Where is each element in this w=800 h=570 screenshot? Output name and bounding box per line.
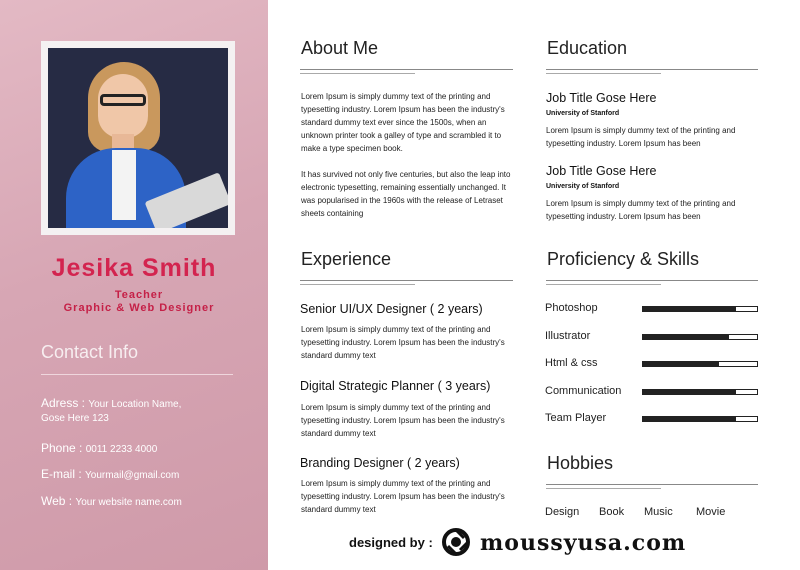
contact-title: Contact Info bbox=[41, 342, 139, 362]
experience-title: Experience bbox=[301, 249, 392, 269]
address-value-line2: Gose Here 123 bbox=[41, 413, 109, 424]
about-title: About Me bbox=[301, 38, 379, 58]
address-label: Adress : bbox=[41, 396, 86, 410]
profile-name: Jesika Smith bbox=[51, 254, 217, 282]
experience-rule bbox=[300, 280, 513, 281]
skills-rule-short bbox=[546, 284, 661, 285]
skill-bar bbox=[642, 306, 758, 312]
skill-bar bbox=[642, 416, 758, 422]
web-label: Web : bbox=[41, 494, 73, 508]
hobbies-rule bbox=[546, 484, 758, 485]
hobbies-title: Hobbies bbox=[547, 453, 614, 473]
about-paragraph-1: Lorem Ipsum is simply dummy text of the printing and typesetting industry. Lorem Ipsum has been the industry's standard dummy text ever since the 1500s, when an unknown printer took a galley of type and scrambled it to make a type specimen book. bbox=[301, 92, 505, 153]
address-value: Your Location Name, bbox=[88, 399, 182, 410]
education-rule-short bbox=[546, 73, 661, 74]
contact-phone bbox=[41, 441, 157, 455]
about-paragraph-2: It has survived not only five centuries, but also the leap into electronic typesetting, remaining essentially unchanged. It was popularised in the 1960s with the release of Letraset sheets containing bbox=[301, 170, 511, 218]
skill-bar-fill bbox=[643, 307, 736, 311]
skill-label: Illustrator bbox=[545, 330, 591, 342]
skill-bar-fill bbox=[643, 362, 719, 366]
brand-name[interactable]: moussyusa.com bbox=[480, 530, 687, 556]
education-title: Education bbox=[547, 38, 628, 58]
email-value: Yourmail@gmail.com bbox=[85, 470, 180, 481]
about-rule-short bbox=[300, 73, 415, 74]
skill-label: Team Player bbox=[545, 412, 607, 424]
skills-rule bbox=[546, 280, 758, 281]
about-rule bbox=[300, 69, 513, 70]
education-item-title: Job Title Gose Here bbox=[546, 164, 657, 178]
contact-address bbox=[41, 396, 181, 424]
skill-bar bbox=[642, 361, 758, 367]
skill-bar bbox=[642, 389, 758, 395]
skill-label: Communication bbox=[545, 385, 622, 397]
profile-photo bbox=[48, 48, 228, 228]
experience-rule-short bbox=[300, 284, 415, 285]
education-item-desc: Lorem Ipsum is simply dummy text of the printing and typesetting industry. Lorem Ipsum has been bbox=[546, 199, 736, 221]
camera-shutter-icon bbox=[442, 528, 470, 556]
education-item-school: University of Stanford bbox=[546, 110, 620, 117]
hobby-item: Design bbox=[545, 506, 580, 518]
phone-value: 0011 2233 4000 bbox=[85, 444, 158, 455]
education-item-title: Job Title Gose Here bbox=[546, 91, 657, 105]
skill-label: Photoshop bbox=[545, 302, 598, 314]
designed-by-label: designed by : bbox=[349, 535, 433, 550]
experience-item-desc: Lorem Ipsum is simply dummy text of the printing and typesetting industry. Lorem Ipsum has been the industry's standard dummy text bbox=[301, 403, 505, 438]
experience-item-desc: Lorem Ipsum is simply dummy text of the printing and typesetting industry. Lorem Ipsum has been the industry's standard dummy text bbox=[301, 479, 505, 514]
hobby-item: Book bbox=[599, 506, 625, 518]
profile-photo-frame bbox=[41, 41, 235, 235]
email-label: E-mail : bbox=[41, 467, 82, 481]
hobby-item: Movie bbox=[696, 506, 726, 518]
skills-title: Proficiency & Skills bbox=[547, 249, 700, 269]
hobby-item: Music bbox=[644, 506, 673, 518]
experience-item-title: Senior UI/UX Designer ( 2 years) bbox=[300, 302, 483, 316]
skill-bar bbox=[642, 334, 758, 340]
profile-role-secondary: Graphic & Web Designer bbox=[63, 302, 215, 314]
experience-item-desc: Lorem Ipsum is simply dummy text of the printing and typesetting industry. Lorem Ipsum has been the industry's standard dummy text bbox=[301, 325, 505, 360]
education-rule bbox=[546, 69, 758, 70]
education-item-school: University of Stanford bbox=[546, 183, 620, 190]
skill-label: Html & css bbox=[545, 357, 598, 369]
skill-bar-fill bbox=[643, 417, 736, 421]
profile-role: Teacher bbox=[114, 289, 164, 301]
contact-web bbox=[41, 494, 182, 508]
contact-divider bbox=[41, 374, 233, 375]
experience-item-title: Digital Strategic Planner ( 3 years) bbox=[300, 379, 491, 393]
hobbies-rule-short bbox=[546, 488, 661, 489]
sidebar bbox=[0, 0, 268, 570]
phone-label: Phone : bbox=[41, 441, 83, 455]
skill-bar-fill bbox=[643, 335, 729, 339]
skill-bar-fill bbox=[643, 390, 736, 394]
education-item-desc: Lorem Ipsum is simply dummy text of the printing and typesetting industry. Lorem Ipsum has been bbox=[546, 126, 736, 148]
experience-item-title: Branding Designer ( 2 years) bbox=[300, 456, 460, 470]
web-value: Your website name.com bbox=[75, 497, 182, 508]
contact-email bbox=[41, 467, 179, 481]
